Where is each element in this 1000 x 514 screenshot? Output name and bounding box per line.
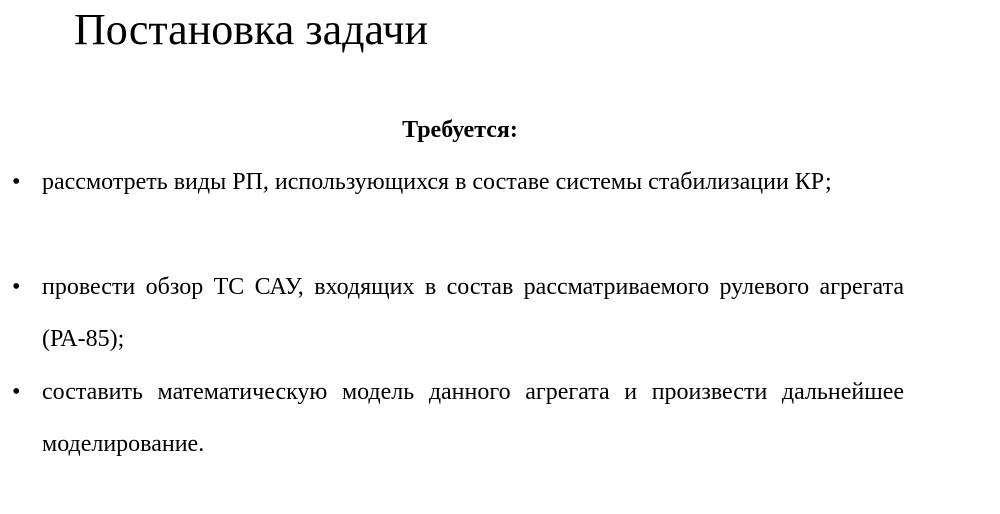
- bullet-icon: •: [12, 379, 21, 405]
- list-item-text: составить математическую модель данного агрегата и произвести дальнейшее моделирование.: [42, 379, 904, 457]
- list-item-text: провести обзор ТС САУ, входящих в состав рассматриваемого рулевого агрегата (РА-85);: [42, 274, 904, 352]
- requirements-heading: Требуется:: [402, 117, 518, 143]
- slide-title: Постановка задачи: [74, 5, 428, 54]
- bullet-icon: •: [12, 274, 21, 300]
- list-item-text: рассмотреть виды РП, использующихся в составе системы стабилизации КР;: [42, 169, 832, 195]
- bullet-icon: •: [12, 169, 21, 195]
